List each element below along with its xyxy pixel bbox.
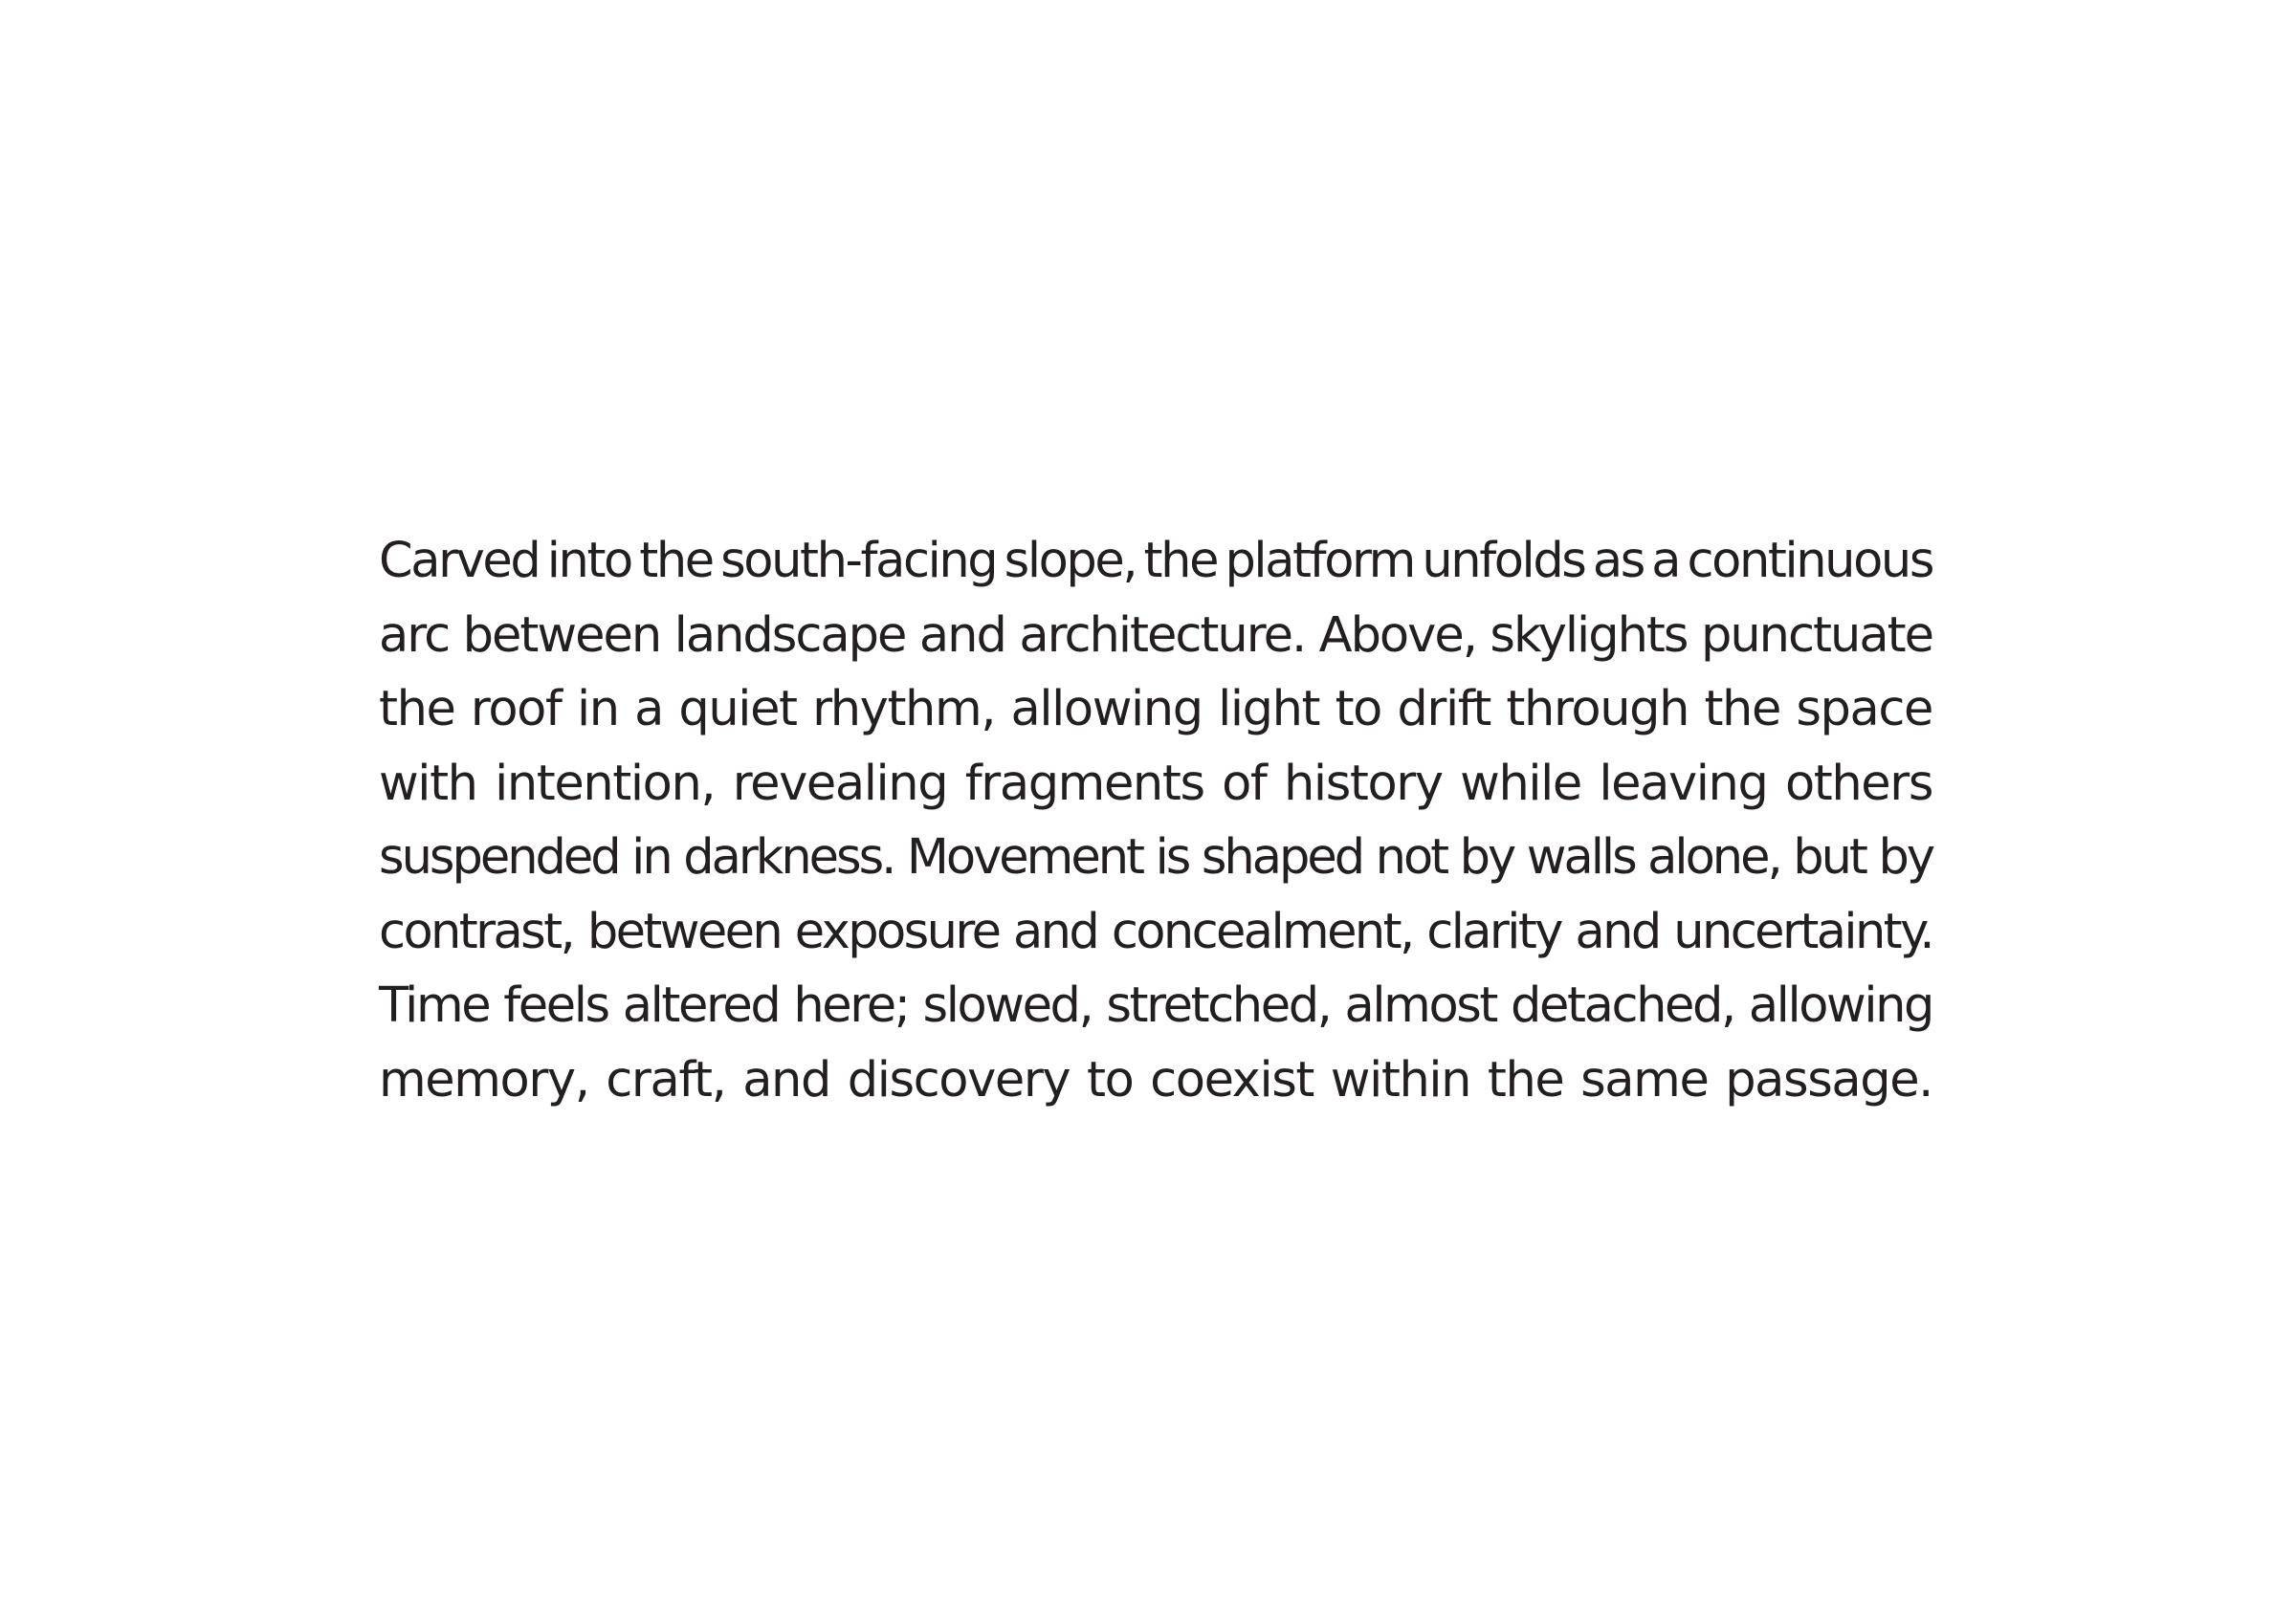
paragraph-line-6: contrast, between exposure and concealment, clarity and uncertainty.: [379, 903, 1932, 960]
body-paragraph: [379, 524, 1932, 1117]
paragraph-line-1: Carved into the south-facing slope, the platform unfolds as a continuous: [379, 533, 1932, 589]
paragraph-line-2: arc between landscape and architecture. Above, skylights punctuate: [379, 606, 1932, 664]
paragraph-line-5: suspended in darkness. Movement is shaped not by walls alone, but by: [379, 829, 1932, 886]
paragraph-line-7: Time feels altered here; slowed, stretched, almost detached, allowing: [379, 977, 1932, 1034]
paragraph-line-4: with intention, revealing fragments of history while leaving others: [379, 755, 1932, 812]
paragraph-line-3: the roof in a quiet rhythm, allowing light to drift through the space: [379, 681, 1932, 737]
paragraph-line-8: memory, craft, and discovery to coexist within the same passage.: [379, 1051, 1932, 1108]
